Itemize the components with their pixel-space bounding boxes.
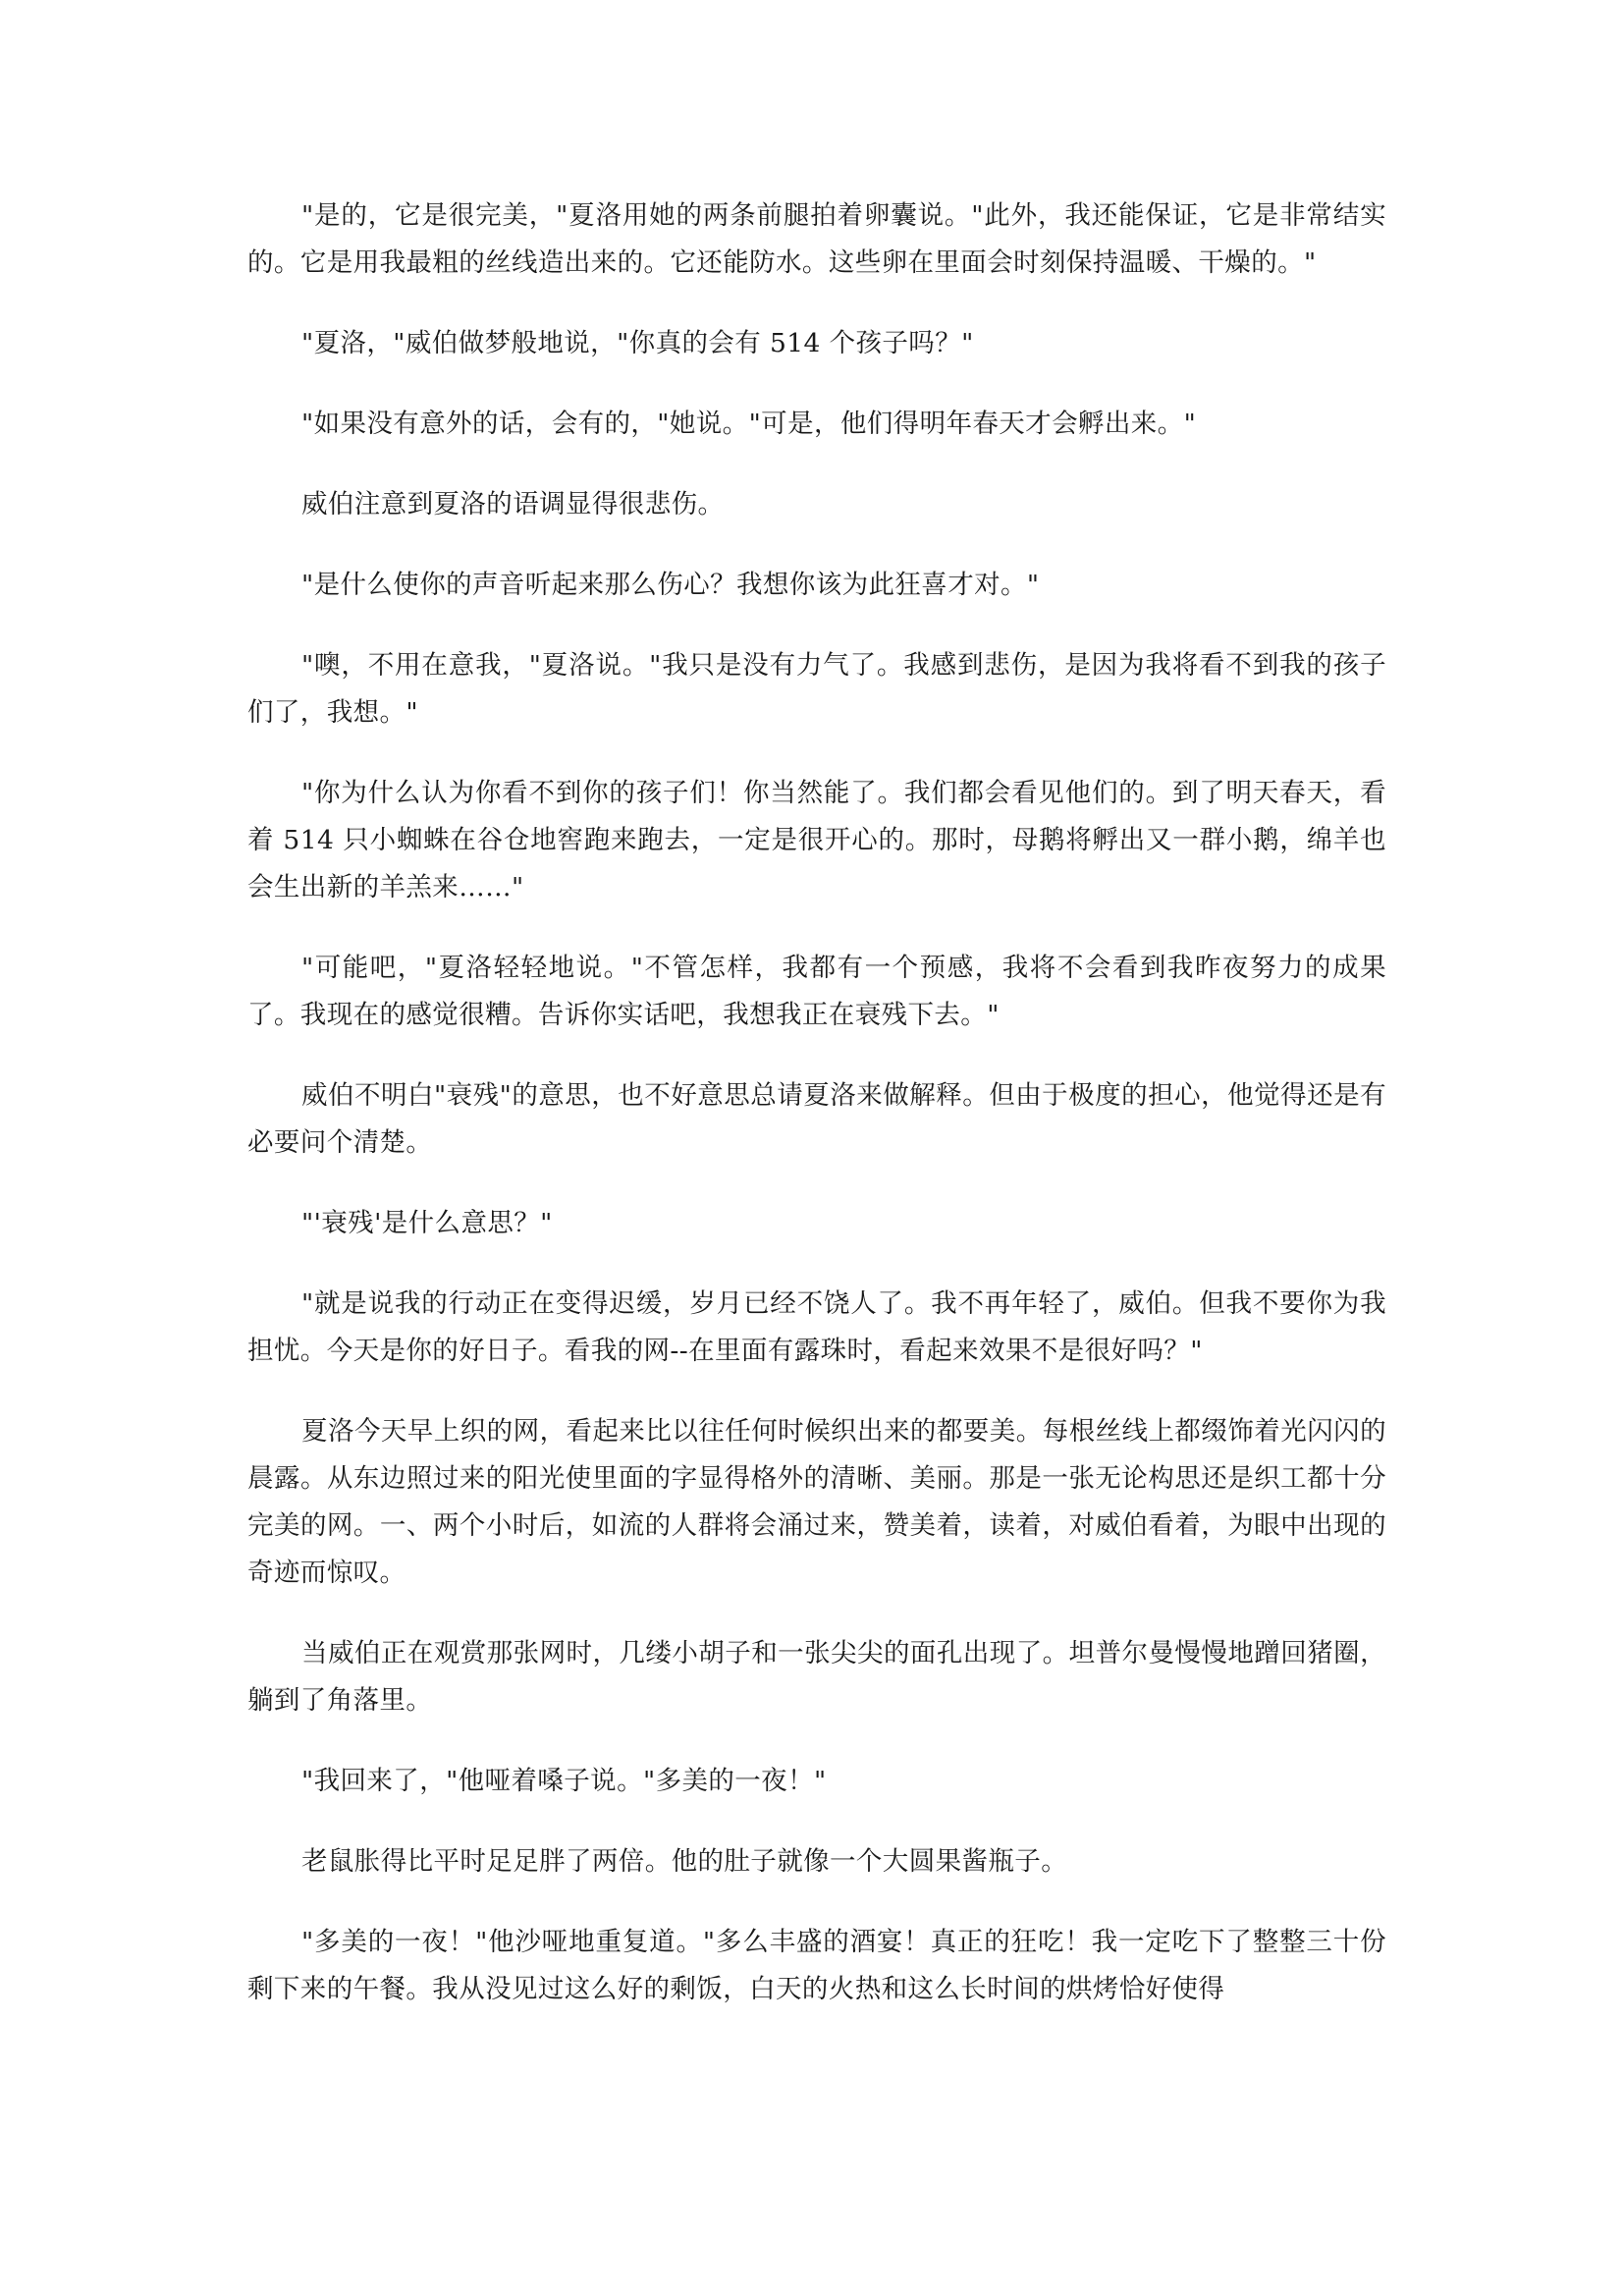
paragraph: "是的，它是很完美，"夏洛用她的两条前腿拍着卵囊说。"此外，我还能保证，它是非常结实的。它是用我最粗的丝线造出来的。它还能防水。这些卵在里面会时刻保持温暖、干燥的。": [247, 200, 1386, 278]
paragraph: 老鼠胀得比平时足足胖了两倍。他的肚子就像一个大圆果酱瓶子。: [301, 1846, 1068, 1877]
paragraph: "如果没有意外的话，会有的，"她说。"可是，他们得明年春天才会孵出来。": [301, 409, 1197, 439]
paragraph: "你为什么认为你看不到你的孩子们！你当然能了。我们都会看见他们的。到了明天春天，看着 514 只小蜘蛛在谷仓地窖跑来跑去，一定是很开心的。那时，母鹅将孵出又一群小鹅，绵羊也会生出新的羊羔来……": [247, 778, 1386, 902]
paragraph: 当威伯正在观赏那张网时，几缕小胡子和一张尖尖的面孔出现了。坦普尔曼慢慢地蹭回猪圈，躺到了角落里。: [247, 1638, 1386, 1716]
paragraph: 夏洛今天早上织的网，看起来比以往任何时候织出来的都要美。每根丝线上都缀饰着光闪闪的晨露。从东边照过来的阳光使里面的字显得格外的清晰、美丽。那是一张无论构思还是织工都十分完美的网。一、两个小时后，如流的人群将会涌过来，赞美着，读着，对威伯看着，为眼中出现的奇迹而惊叹。: [247, 1416, 1386, 1588]
paragraph: "就是说我的行动正在变得迟缓，岁月已经不饶人了。我不再年轻了，威伯。但我不要你为我担忧。今天是你的好日子。看我的网--在里面有露珠时，看起来效果不是很好吗？": [247, 1288, 1386, 1366]
paragraph: "可能吧，"夏洛轻轻地说。"不管怎样，我都有一个预感，我将不会看到我昨夜努力的成果了。我现在的感觉很糟。告诉你实话吧，我想我正在衰残下去。": [247, 953, 1386, 1030]
paragraph: "噢，不用在意我，"夏洛说。"我只是没有力气了。我感到悲伤，是因为我将看不到我的孩子们了，我想。": [247, 650, 1386, 728]
paragraph: "'衰残'是什么意思？": [301, 1208, 553, 1238]
paragraph: 威伯不明白"衰残"的意思，也不好意思总请夏洛来做解释。但由于极度的担心，他觉得还是有必要问个清楚。: [247, 1080, 1386, 1158]
paragraph: "夏洛，"威伯做梦般地说，"你真的会有 514 个孩子吗？": [301, 328, 974, 358]
paragraph: "我回来了，"他哑着嗓子说。"多美的一夜！": [301, 1766, 827, 1796]
paragraph: 威伯注意到夏洛的语调显得很悲伤。: [301, 489, 725, 519]
paragraph: "多美的一夜！"他沙哑地重复道。"多么丰盛的酒宴！真正的狂吃！我一定吃下了整整三十份剩下来的午餐。我从没见过这么好的剩饭，白天的火热和这么长时间的烘烤恰好使得: [247, 1927, 1386, 2004]
paragraph: "是什么使你的声音听起来那么伤心？我想你该为此狂喜才对。": [301, 570, 1040, 600]
document-page: [247, 192, 1386, 2047]
